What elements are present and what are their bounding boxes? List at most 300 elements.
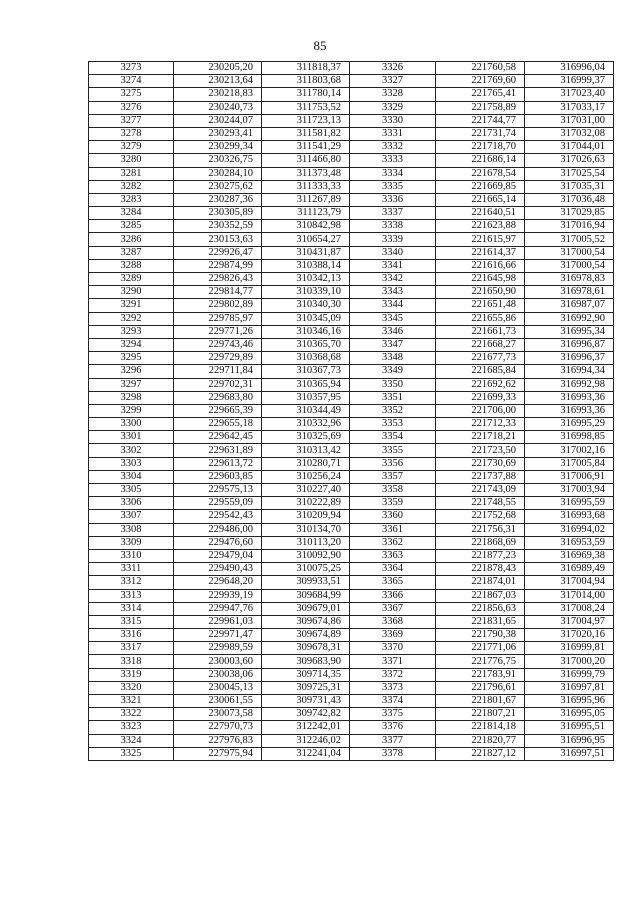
point-number-cell: 3317 (89, 642, 174, 655)
point-number-cell: 3320 (89, 681, 174, 694)
y-coordinate-cell: 317006,91 (525, 470, 614, 483)
y-coordinate-cell: 317005,84 (525, 457, 614, 470)
table-row (89, 127, 614, 140)
x-coordinate-cell: 229603,85 (174, 470, 262, 483)
x-coordinate-cell: 229486,00 (174, 523, 262, 536)
point-number-cell: 3324 (89, 734, 174, 747)
point-number-cell: 3282 (89, 180, 174, 193)
table-row (89, 167, 614, 180)
coordinates-table-body (89, 62, 614, 761)
point-number-cell: 3372 (350, 668, 436, 681)
y-coordinate-cell: 310280,71 (262, 457, 350, 470)
y-coordinate-cell: 317000,54 (525, 246, 614, 259)
point-number-cell: 3314 (89, 602, 174, 615)
point-number-cell: 3308 (89, 523, 174, 536)
x-coordinate-cell: 221651,48 (436, 299, 525, 312)
x-coordinate-cell: 229926,47 (174, 246, 262, 259)
point-number-cell: 3375 (350, 708, 436, 721)
table-row (89, 154, 614, 167)
y-coordinate-cell: 316989,49 (525, 563, 614, 576)
y-coordinate-cell: 310325,69 (262, 431, 350, 444)
point-number-cell: 3319 (89, 668, 174, 681)
table-row (89, 220, 614, 233)
x-coordinate-cell: 221874,01 (436, 576, 525, 589)
point-number-cell: 3339 (350, 233, 436, 246)
coordinates-table (88, 61, 614, 761)
x-coordinate-cell: 221615,97 (436, 233, 525, 246)
table-row (89, 747, 614, 760)
point-number-cell: 3366 (350, 589, 436, 602)
y-coordinate-cell: 310388,14 (262, 259, 350, 272)
table-row (89, 655, 614, 668)
y-coordinate-cell: 310342,13 (262, 273, 350, 286)
point-number-cell: 3289 (89, 273, 174, 286)
x-coordinate-cell: 230293,41 (174, 127, 262, 140)
point-number-cell: 3302 (89, 444, 174, 457)
x-coordinate-cell: 230352,59 (174, 220, 262, 233)
y-coordinate-cell: 316995,05 (525, 708, 614, 721)
x-coordinate-cell: 229814,77 (174, 286, 262, 299)
y-coordinate-cell: 316992,98 (525, 378, 614, 391)
x-coordinate-cell: 229613,72 (174, 457, 262, 470)
x-coordinate-cell: 221776,75 (436, 655, 525, 668)
point-number-cell: 3321 (89, 695, 174, 708)
table-row (89, 312, 614, 325)
y-coordinate-cell: 317005,52 (525, 233, 614, 246)
y-coordinate-cell: 317036,48 (525, 193, 614, 206)
table-row (89, 286, 614, 299)
y-coordinate-cell: 316987,07 (525, 299, 614, 312)
point-number-cell: 3338 (350, 220, 436, 233)
x-coordinate-cell: 221669,85 (436, 180, 525, 193)
x-coordinate-cell: 229947,76 (174, 602, 262, 615)
x-coordinate-cell: 221640,51 (436, 207, 525, 220)
point-number-cell: 3322 (89, 708, 174, 721)
y-coordinate-cell: 317000,54 (525, 259, 614, 272)
x-coordinate-cell: 229802,89 (174, 299, 262, 312)
point-number-cell: 3304 (89, 470, 174, 483)
y-coordinate-cell: 317044,01 (525, 141, 614, 154)
y-coordinate-cell: 311753,52 (262, 101, 350, 114)
y-coordinate-cell: 310367,73 (262, 365, 350, 378)
point-number-cell: 3363 (350, 549, 436, 562)
point-number-cell: 3290 (89, 286, 174, 299)
point-number-cell: 3359 (350, 497, 436, 510)
y-coordinate-cell: 316992,90 (525, 312, 614, 325)
point-number-cell: 3318 (89, 655, 174, 668)
x-coordinate-cell: 230045,13 (174, 681, 262, 694)
y-coordinate-cell: 317020,16 (525, 629, 614, 642)
table-row (89, 563, 614, 576)
point-number-cell: 3331 (350, 127, 436, 140)
x-coordinate-cell: 230287,36 (174, 193, 262, 206)
table-row (89, 299, 614, 312)
table-row (89, 457, 614, 470)
x-coordinate-cell: 229939,19 (174, 589, 262, 602)
table-row (89, 589, 614, 602)
x-coordinate-cell: 227970,73 (174, 721, 262, 734)
y-coordinate-cell: 309714,35 (262, 668, 350, 681)
y-coordinate-cell: 309683,90 (262, 655, 350, 668)
point-number-cell: 3356 (350, 457, 436, 470)
point-number-cell: 3312 (89, 576, 174, 589)
x-coordinate-cell: 230240,73 (174, 101, 262, 114)
point-number-cell: 3323 (89, 721, 174, 734)
table-row (89, 576, 614, 589)
table-row (89, 681, 614, 694)
x-coordinate-cell: 229971,47 (174, 629, 262, 642)
table-row (89, 246, 614, 259)
y-coordinate-cell: 311373,48 (262, 167, 350, 180)
point-number-cell: 3315 (89, 615, 174, 628)
y-coordinate-cell: 309742,82 (262, 708, 350, 721)
x-coordinate-cell: 221655,86 (436, 312, 525, 325)
x-coordinate-cell: 227975,94 (174, 747, 262, 760)
point-number-cell: 3316 (89, 629, 174, 642)
x-coordinate-cell: 229826,43 (174, 273, 262, 286)
x-coordinate-cell: 221868,69 (436, 536, 525, 549)
y-coordinate-cell: 317033,17 (525, 101, 614, 114)
y-coordinate-cell: 316999,37 (525, 75, 614, 88)
x-coordinate-cell: 221731,74 (436, 127, 525, 140)
table-row (89, 629, 614, 642)
point-number-cell: 3325 (89, 747, 174, 760)
y-coordinate-cell: 316999,79 (525, 668, 614, 681)
point-number-cell: 3351 (350, 391, 436, 404)
x-coordinate-cell: 221867,03 (436, 589, 525, 602)
y-coordinate-cell: 316994,34 (525, 365, 614, 378)
x-coordinate-cell: 221790,38 (436, 629, 525, 642)
point-number-cell: 3303 (89, 457, 174, 470)
x-coordinate-cell: 230003,60 (174, 655, 262, 668)
y-coordinate-cell: 310431,87 (262, 246, 350, 259)
x-coordinate-cell: 229642,45 (174, 431, 262, 444)
x-coordinate-cell: 221814,18 (436, 721, 525, 734)
y-coordinate-cell: 310113,20 (262, 536, 350, 549)
table-row (89, 734, 614, 747)
point-number-cell: 3306 (89, 497, 174, 510)
y-coordinate-cell: 317016,94 (525, 220, 614, 233)
table-row (89, 338, 614, 351)
y-coordinate-cell: 316995,59 (525, 497, 614, 510)
y-coordinate-cell: 310345,09 (262, 312, 350, 325)
x-coordinate-cell: 221614,37 (436, 246, 525, 259)
y-coordinate-cell: 309679,01 (262, 602, 350, 615)
point-number-cell: 3358 (350, 484, 436, 497)
x-coordinate-cell: 230218,83 (174, 88, 262, 101)
x-coordinate-cell: 230038,06 (174, 668, 262, 681)
x-coordinate-cell: 230284,10 (174, 167, 262, 180)
page-number: 85 (313, 38, 327, 53)
table-row (89, 365, 614, 378)
table-row (89, 101, 614, 114)
y-coordinate-cell: 317014,00 (525, 589, 614, 602)
table-row (89, 62, 614, 75)
table-row (89, 484, 614, 497)
y-coordinate-cell: 316997,81 (525, 681, 614, 694)
x-coordinate-cell: 229542,43 (174, 510, 262, 523)
table-row (89, 510, 614, 523)
x-coordinate-cell: 221718,21 (436, 431, 525, 444)
point-number-cell: 3344 (350, 299, 436, 312)
x-coordinate-cell: 221744,77 (436, 114, 525, 127)
point-number-cell: 3335 (350, 180, 436, 193)
x-coordinate-cell: 229559,09 (174, 497, 262, 510)
x-coordinate-cell: 221760,58 (436, 62, 525, 75)
y-coordinate-cell: 310339,10 (262, 286, 350, 299)
point-number-cell: 3347 (350, 338, 436, 351)
x-coordinate-cell: 229665,39 (174, 404, 262, 417)
y-coordinate-cell: 310357,95 (262, 391, 350, 404)
x-coordinate-cell: 230299,34 (174, 141, 262, 154)
x-coordinate-cell: 221783,91 (436, 668, 525, 681)
y-coordinate-cell: 310365,70 (262, 338, 350, 351)
x-coordinate-cell: 221623,88 (436, 220, 525, 233)
point-number-cell: 3301 (89, 431, 174, 444)
x-coordinate-cell: 221723,50 (436, 444, 525, 457)
table-row (89, 193, 614, 206)
x-coordinate-cell: 229743,46 (174, 338, 262, 351)
point-number-cell: 3340 (350, 246, 436, 259)
point-number-cell: 3313 (89, 589, 174, 602)
y-coordinate-cell: 316997,51 (525, 747, 614, 760)
x-coordinate-cell: 221616,66 (436, 259, 525, 272)
x-coordinate-cell: 229648,20 (174, 576, 262, 589)
y-coordinate-cell: 310209,94 (262, 510, 350, 523)
point-number-cell: 3373 (350, 681, 436, 694)
point-number-cell: 3377 (350, 734, 436, 747)
y-coordinate-cell: 310346,16 (262, 325, 350, 338)
point-number-cell: 3277 (89, 114, 174, 127)
point-number-cell: 3378 (350, 747, 436, 760)
table-row (89, 404, 614, 417)
point-number-cell: 3294 (89, 338, 174, 351)
x-coordinate-cell: 229655,18 (174, 418, 262, 431)
table-row (89, 615, 614, 628)
point-number-cell: 3286 (89, 233, 174, 246)
table-row (89, 497, 614, 510)
point-number-cell: 3283 (89, 193, 174, 206)
point-number-cell: 3345 (350, 312, 436, 325)
x-coordinate-cell: 229476,60 (174, 536, 262, 549)
x-coordinate-cell: 230205,20 (174, 62, 262, 75)
point-number-cell: 3288 (89, 259, 174, 272)
y-coordinate-cell: 317025,54 (525, 167, 614, 180)
y-coordinate-cell: 311803,68 (262, 75, 350, 88)
x-coordinate-cell: 221877,23 (436, 549, 525, 562)
y-coordinate-cell: 316993,68 (525, 510, 614, 523)
point-number-cell: 3276 (89, 101, 174, 114)
x-coordinate-cell: 221743,09 (436, 484, 525, 497)
point-number-cell: 3333 (350, 154, 436, 167)
y-coordinate-cell: 317003,94 (525, 484, 614, 497)
point-number-cell: 3299 (89, 404, 174, 417)
table-row (89, 431, 614, 444)
x-coordinate-cell: 221685,84 (436, 365, 525, 378)
y-coordinate-cell: 311541,29 (262, 141, 350, 154)
y-coordinate-cell: 311780,14 (262, 88, 350, 101)
point-number-cell: 3311 (89, 563, 174, 576)
x-coordinate-cell: 229711,84 (174, 365, 262, 378)
y-coordinate-cell: 316995,96 (525, 695, 614, 708)
point-number-cell: 3330 (350, 114, 436, 127)
x-coordinate-cell: 227976,83 (174, 734, 262, 747)
x-coordinate-cell: 229479,04 (174, 549, 262, 562)
y-coordinate-cell: 309678,31 (262, 642, 350, 655)
x-coordinate-cell: 221665,14 (436, 193, 525, 206)
point-number-cell: 3343 (350, 286, 436, 299)
x-coordinate-cell: 221678,54 (436, 167, 525, 180)
point-number-cell: 3348 (350, 352, 436, 365)
y-coordinate-cell: 310365,94 (262, 378, 350, 391)
x-coordinate-cell: 230153,63 (174, 233, 262, 246)
y-coordinate-cell: 311818,37 (262, 62, 350, 75)
y-coordinate-cell: 310340,30 (262, 299, 350, 312)
x-coordinate-cell: 221645,98 (436, 273, 525, 286)
table-row (89, 536, 614, 549)
y-coordinate-cell: 317031,00 (525, 114, 614, 127)
y-coordinate-cell: 311466,80 (262, 154, 350, 167)
x-coordinate-cell: 221758,89 (436, 101, 525, 114)
y-coordinate-cell: 310256,24 (262, 470, 350, 483)
point-number-cell: 3341 (350, 259, 436, 272)
x-coordinate-cell: 229989,59 (174, 642, 262, 655)
x-coordinate-cell: 229490,43 (174, 563, 262, 576)
x-coordinate-cell: 221878,43 (436, 563, 525, 576)
y-coordinate-cell: 316969,38 (525, 549, 614, 562)
point-number-cell: 3279 (89, 141, 174, 154)
x-coordinate-cell: 230275,62 (174, 180, 262, 193)
y-coordinate-cell: 316996,04 (525, 62, 614, 75)
x-coordinate-cell: 221769,60 (436, 75, 525, 88)
y-coordinate-cell: 312242,01 (262, 721, 350, 734)
point-number-cell: 3370 (350, 642, 436, 655)
y-coordinate-cell: 317023,40 (525, 88, 614, 101)
point-number-cell: 3357 (350, 470, 436, 483)
point-number-cell: 3295 (89, 352, 174, 365)
x-coordinate-cell: 221807,21 (436, 708, 525, 721)
y-coordinate-cell: 317008,24 (525, 602, 614, 615)
y-coordinate-cell: 310313,42 (262, 444, 350, 457)
x-coordinate-cell: 221712,33 (436, 418, 525, 431)
y-coordinate-cell: 310092,90 (262, 549, 350, 562)
y-coordinate-cell: 311581,82 (262, 127, 350, 140)
x-coordinate-cell: 230073,58 (174, 708, 262, 721)
point-number-cell: 3328 (350, 88, 436, 101)
point-number-cell: 3309 (89, 536, 174, 549)
table-row (89, 114, 614, 127)
y-coordinate-cell: 309933,51 (262, 576, 350, 589)
y-coordinate-cell: 311267,89 (262, 193, 350, 206)
point-number-cell: 3307 (89, 510, 174, 523)
point-number-cell: 3305 (89, 484, 174, 497)
point-number-cell: 3364 (350, 563, 436, 576)
y-coordinate-cell: 316995,51 (525, 721, 614, 734)
y-coordinate-cell: 316995,29 (525, 418, 614, 431)
point-number-cell: 3284 (89, 207, 174, 220)
point-number-cell: 3365 (350, 576, 436, 589)
x-coordinate-cell: 229575,13 (174, 484, 262, 497)
y-coordinate-cell: 316998,85 (525, 431, 614, 444)
point-number-cell: 3327 (350, 75, 436, 88)
x-coordinate-cell: 221765,41 (436, 88, 525, 101)
x-coordinate-cell: 221820,77 (436, 734, 525, 747)
y-coordinate-cell: 317002,16 (525, 444, 614, 457)
point-number-cell: 3278 (89, 127, 174, 140)
y-coordinate-cell: 316994,02 (525, 523, 614, 536)
y-coordinate-cell: 317004,97 (525, 615, 614, 628)
table-row (89, 75, 614, 88)
point-number-cell: 3332 (350, 141, 436, 154)
table-row (89, 418, 614, 431)
x-coordinate-cell: 221692,62 (436, 378, 525, 391)
point-number-cell: 3374 (350, 695, 436, 708)
table-row (89, 378, 614, 391)
y-coordinate-cell: 316953,59 (525, 536, 614, 549)
x-coordinate-cell: 221827,12 (436, 747, 525, 760)
point-number-cell: 3337 (350, 207, 436, 220)
x-coordinate-cell: 221650,90 (436, 286, 525, 299)
x-coordinate-cell: 230061,55 (174, 695, 262, 708)
y-coordinate-cell: 311723,13 (262, 114, 350, 127)
x-coordinate-cell: 229874,99 (174, 259, 262, 272)
point-number-cell: 3346 (350, 325, 436, 338)
x-coordinate-cell: 229771,26 (174, 325, 262, 338)
y-coordinate-cell: 316978,61 (525, 286, 614, 299)
y-coordinate-cell: 310227,40 (262, 484, 350, 497)
y-coordinate-cell: 317004,94 (525, 576, 614, 589)
point-number-cell: 3342 (350, 273, 436, 286)
y-coordinate-cell: 316996,37 (525, 352, 614, 365)
point-number-cell: 3369 (350, 629, 436, 642)
x-coordinate-cell: 221771,06 (436, 642, 525, 655)
y-coordinate-cell: 312241,04 (262, 747, 350, 760)
point-number-cell: 3285 (89, 220, 174, 233)
point-number-cell: 3298 (89, 391, 174, 404)
point-number-cell: 3329 (350, 101, 436, 114)
x-coordinate-cell: 229683,80 (174, 391, 262, 404)
point-number-cell: 3297 (89, 378, 174, 391)
x-coordinate-cell: 221686,14 (436, 154, 525, 167)
point-number-cell: 3275 (89, 88, 174, 101)
y-coordinate-cell: 317026,63 (525, 154, 614, 167)
y-coordinate-cell: 309684,99 (262, 589, 350, 602)
table-row (89, 549, 614, 562)
y-coordinate-cell: 309731,43 (262, 695, 350, 708)
y-coordinate-cell: 310842,98 (262, 220, 350, 233)
table-row (89, 273, 614, 286)
x-coordinate-cell: 229961,03 (174, 615, 262, 628)
point-number-cell: 3292 (89, 312, 174, 325)
point-number-cell: 3362 (350, 536, 436, 549)
x-coordinate-cell: 230305,89 (174, 207, 262, 220)
y-coordinate-cell: 309674,89 (262, 629, 350, 642)
table-row (89, 668, 614, 681)
point-number-cell: 3326 (350, 62, 436, 75)
x-coordinate-cell: 229631,89 (174, 444, 262, 457)
x-coordinate-cell: 221801,67 (436, 695, 525, 708)
x-coordinate-cell: 221752,68 (436, 510, 525, 523)
x-coordinate-cell: 221756,31 (436, 523, 525, 536)
point-number-cell: 3293 (89, 325, 174, 338)
x-coordinate-cell: 221718,70 (436, 141, 525, 154)
point-number-cell: 3371 (350, 655, 436, 668)
y-coordinate-cell: 310344,49 (262, 404, 350, 417)
x-coordinate-cell: 221796,61 (436, 681, 525, 694)
y-coordinate-cell: 310075,25 (262, 563, 350, 576)
y-coordinate-cell: 316993,36 (525, 404, 614, 417)
y-coordinate-cell: 316995,34 (525, 325, 614, 338)
